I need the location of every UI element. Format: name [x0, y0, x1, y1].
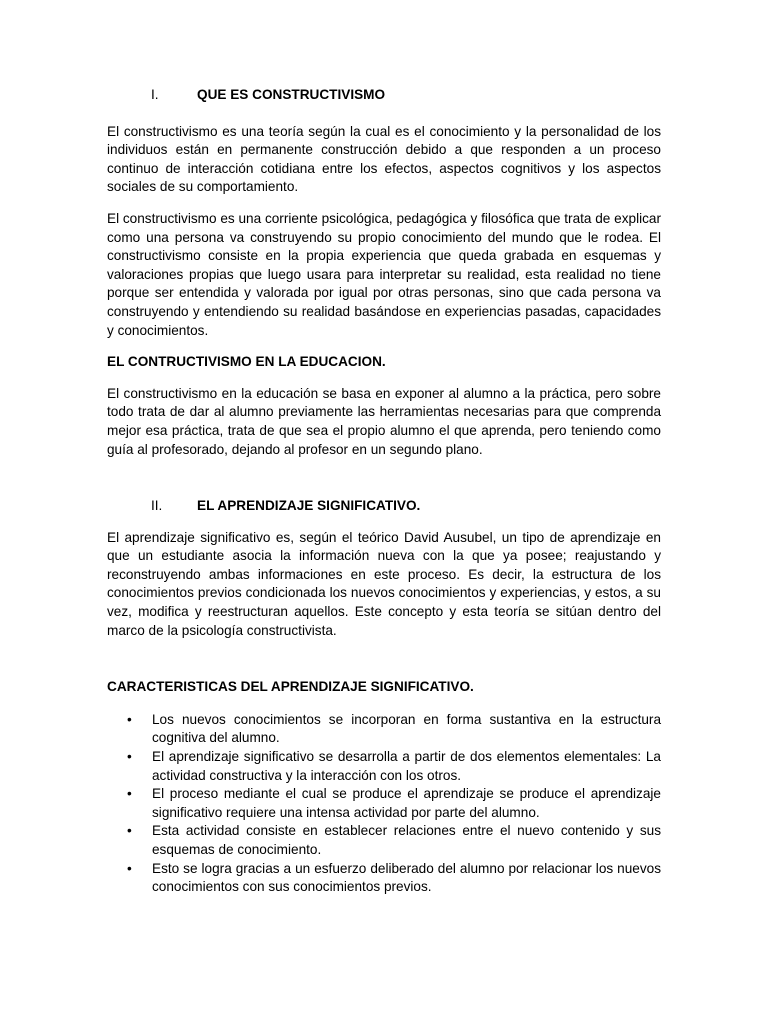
list-item: [127, 711, 661, 748]
list-item: [127, 785, 661, 822]
bullet-icon: •: [127, 711, 132, 727]
section-1-title: QUE ES CONSTRUCTIVISMO: [197, 87, 386, 102]
list-item: [127, 748, 661, 785]
list-item: [127, 822, 661, 859]
section-1-paragraph-1: El constructivismo es una teoría según la cual es el conocimiento y la personalidad de los individuos están en permanente construcción debido a que responden a un proceso continuo de interacción cotidiana entre los efectos, aspectos cognitivos y los aspectos sociales de su comportamiento.: [107, 123, 661, 195]
list-item: [127, 860, 661, 897]
list-item-text: Esto se logra gracias a un esfuerzo deliberado del alumno por relacionar los nuevos conocimientos con sus conocimientos previos.: [152, 860, 661, 895]
subsection-2-title: CARACTERISTICAS DEL APRENDIZAJE SIGNIFICATIVO.: [107, 679, 474, 695]
section-2-number: II.: [151, 498, 163, 514]
list-item-text: Los nuevos conocimientos se incorporan en forma sustantiva en la estructura cognitiva del alumno.: [152, 711, 661, 746]
list-item-text: Esta actividad consiste en establecer relaciones entre el nuevo contenido y sus esquemas de conocimiento.: [152, 823, 661, 857]
subsection-1-paragraph: El constructivismo en la educación se basa en exponer al alumno a la práctica, pero sobre todo trata de dar al alumno previamente las herramientas necesarias para que comprenda mejor esa práctica, trata de que sea el propio alumno el que aprenda, pero teniendo como guía al profesorado, dejando al profesor en un segundo plano.: [107, 385, 661, 457]
section-2-heading: [151, 497, 661, 516]
section-1-number: I.: [151, 87, 159, 102]
list-item-text: El aprendizaje significativo se desarrolla a partir de dos elementos elementales: La actividad constructiva y la interacción con los otros.: [152, 749, 661, 783]
section-1-paragraph-2: El constructivismo es una corriente psicológica, pedagógica y filosófica que trata de explicar como una persona va construyendo su propio conocimiento del mundo que le rodea. El constructivismo consiste en la propia experiencia que queda grabada en esquemas y valoraciones propias que luego usara para interpretar su realidad, esta realidad no tiene porque ser entendida y valorada por igual por otras personas, sino que cada persona va construyendo y entendiendo su realidad basándose en experiencias pasadas, capacidades y conocimientos.: [107, 210, 661, 338]
section-2-paragraph: El aprendizaje significativo es, según el teórico David Ausubel, un tipo de aprendizaje en que un estudiante asocia la información nueva con la que ya posee; reajustando y reconstruyendo ambas informaciones en este proceso. Es decir, la estructura de los conocimientos previos condicionada los nuevos conocimientos y experiencias, y estos, a su vez, modifica y reestructuran aquellos. Este concepto y esta teoría se sitúan dentro del marco de la psicología constructivista.: [107, 529, 661, 638]
bullet-icon: •: [127, 749, 132, 765]
section-1-heading: [151, 86, 661, 105]
bullet-icon: •: [127, 860, 132, 876]
characteristics-list: [107, 711, 661, 897]
bullet-icon: •: [127, 823, 132, 839]
list-item-text: El proceso mediante el cual se produce el aprendizaje se produce el aprendizaje significativo requiere una intensa actividad por parte del alumno.: [152, 786, 661, 820]
subsection-1-title: EL CONTRUCTIVISMO EN LA EDUCACION.: [107, 354, 386, 370]
section-2-title: EL APRENDIZAJE SIGNIFICATIVO.: [197, 498, 421, 514]
bullet-icon: •: [127, 786, 132, 802]
